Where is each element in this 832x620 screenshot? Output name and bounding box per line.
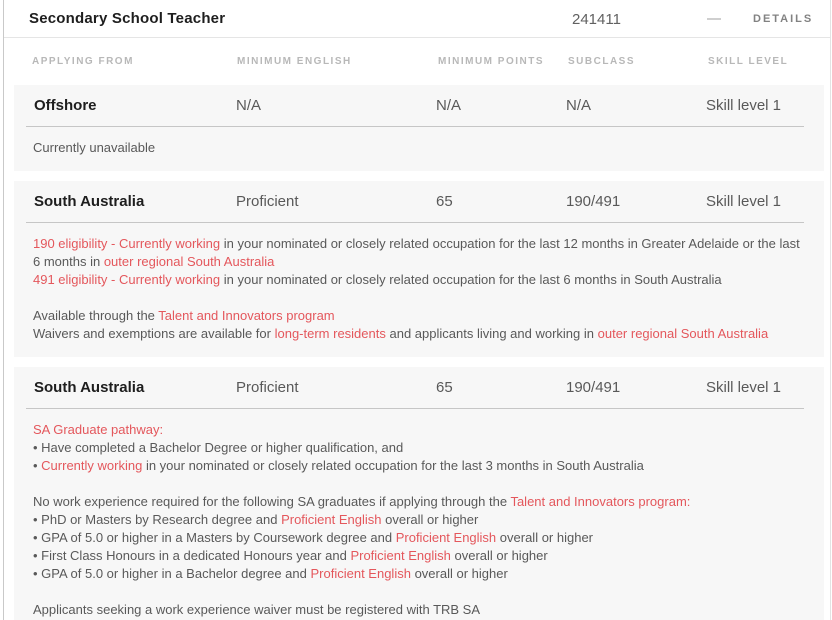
skill-level-cell: Skill level 1 — [706, 96, 782, 114]
row-divider — [26, 222, 804, 223]
note-text: No work experience required for the following SA graduates if applying through the — [33, 494, 511, 509]
note-line — [33, 235, 810, 271]
note-paragraph — [33, 493, 810, 583]
row-divider — [26, 126, 804, 127]
note-line — [33, 565, 810, 583]
note-line — [33, 511, 810, 529]
pathway-section — [14, 181, 824, 357]
minimum-english-cell: N/A — [236, 96, 262, 114]
note-line — [33, 493, 810, 511]
note-line — [33, 271, 810, 289]
note-text: overall or higher — [450, 548, 548, 563]
note-text: in your nominated or closely related occupation for the last 3 months in South Australia — [142, 458, 644, 473]
note-text: Waivers and exemptions are available for — [33, 326, 275, 341]
note-text: • GPA of 5.0 or higher in a Masters by Coursework degree and — [33, 530, 396, 545]
inline-link[interactable]: Talent and Innovators program — [158, 308, 335, 323]
table-row — [33, 191, 810, 211]
pathway-section — [14, 85, 824, 171]
note-text: • — [33, 458, 42, 473]
eligibility-notes — [33, 421, 810, 619]
note-paragraph — [33, 139, 810, 157]
inline-link[interactable]: Proficient English — [281, 512, 382, 527]
inline-link[interactable]: outer regional South Australia — [597, 326, 769, 341]
column-header-applying-from: APPLYING FROM — [32, 56, 134, 67]
note-text: and applicants living and working in — [385, 326, 598, 341]
note-line — [33, 307, 810, 325]
note-text: overall or higher — [496, 530, 593, 545]
inline-link[interactable]: long-term residents — [274, 326, 386, 341]
minimum-english-cell: Proficient — [236, 192, 299, 210]
table-row — [33, 377, 810, 397]
note-text: • First Class Honours in a dedicated Honours year and — [33, 548, 351, 563]
note-line — [33, 547, 810, 565]
note-line — [33, 457, 810, 475]
note-text: • PhD or Masters by Research degree and — [33, 512, 282, 527]
skill-level-cell: Skill level 1 — [706, 378, 782, 396]
column-header-row — [4, 38, 830, 85]
inline-link[interactable]: Proficient English — [310, 566, 411, 581]
inline-link[interactable]: Proficient English — [395, 530, 497, 545]
eligibility-notes — [33, 235, 810, 343]
note-paragraph — [33, 307, 810, 343]
details-button[interactable]: DETAILS — [753, 13, 814, 25]
note-text: • Have completed a Bachelor Degree or higher qualification, and — [33, 440, 404, 455]
column-header-skill-level: SKILL LEVEL — [708, 56, 789, 67]
inline-link[interactable]: 190 eligibility - Currently working — [33, 236, 221, 251]
column-header-minimum-english: MINIMUM ENGLISH — [237, 56, 352, 67]
note-text: Applicants seeking a work experience waiver must be registered with TRB SA — [33, 602, 481, 617]
occupation-header-row — [4, 0, 830, 38]
applying-from-cell: South Australia — [34, 192, 145, 210]
subclass-cell: 190/491 — [566, 378, 621, 396]
note-text: in your nominated or closely related occupation for the last 12 months in Greater Adelaide or the last 6 months in — [33, 236, 800, 269]
inline-link[interactable]: outer regional South Australia — [103, 254, 275, 269]
note-text: • GPA of 5.0 or higher in a Bachelor degree and — [33, 566, 311, 581]
note-line — [33, 529, 810, 547]
note-text: overall or higher — [381, 512, 479, 527]
table-row — [33, 95, 810, 115]
eligibility-notes — [33, 139, 810, 157]
column-header-minimum-points: MINIMUM POINTS — [438, 56, 544, 67]
minimum-english-cell: Proficient — [236, 378, 299, 396]
note-text: Currently unavailable — [33, 140, 156, 155]
inline-link[interactable]: SA Graduate pathway: — [33, 422, 164, 437]
occupation-title: Secondary School Teacher — [29, 10, 226, 27]
row-divider — [26, 408, 804, 409]
inline-link[interactable]: Talent and Innovators program: — [510, 494, 691, 509]
applying-from-cell: Offshore — [34, 96, 97, 114]
note-line — [33, 439, 810, 457]
minimum-points-cell: 65 — [436, 378, 453, 396]
minus-icon[interactable] — [707, 18, 721, 20]
minimum-points-cell: N/A — [436, 96, 462, 114]
note-line — [33, 139, 810, 157]
note-line — [33, 601, 810, 619]
inline-link[interactable]: Proficient English — [350, 548, 451, 563]
note-text: in your nominated or closely related occupation for the last 6 months in South Australia — [220, 272, 722, 287]
applying-from-cell: South Australia — [34, 378, 145, 396]
note-paragraph — [33, 601, 810, 619]
minimum-points-cell: 65 — [436, 192, 453, 210]
note-line — [33, 421, 810, 439]
column-header-subclass: SUBCLASS — [568, 56, 636, 67]
pathway-section — [14, 367, 824, 620]
note-text: overall or higher — [410, 566, 508, 581]
occupation-code: 241411 — [572, 11, 621, 28]
subclass-cell: 190/491 — [566, 192, 621, 210]
note-paragraph — [33, 235, 810, 289]
note-text: Available through the — [33, 308, 159, 323]
note-paragraph — [33, 421, 810, 475]
inline-link[interactable]: Currently working — [41, 458, 143, 473]
subclass-cell: N/A — [566, 96, 592, 114]
skill-level-cell: Skill level 1 — [706, 192, 782, 210]
sections-container — [4, 85, 830, 620]
note-line — [33, 325, 810, 343]
inline-link[interactable]: 491 eligibility - Currently working — [33, 272, 221, 287]
occupation-card — [3, 0, 831, 620]
